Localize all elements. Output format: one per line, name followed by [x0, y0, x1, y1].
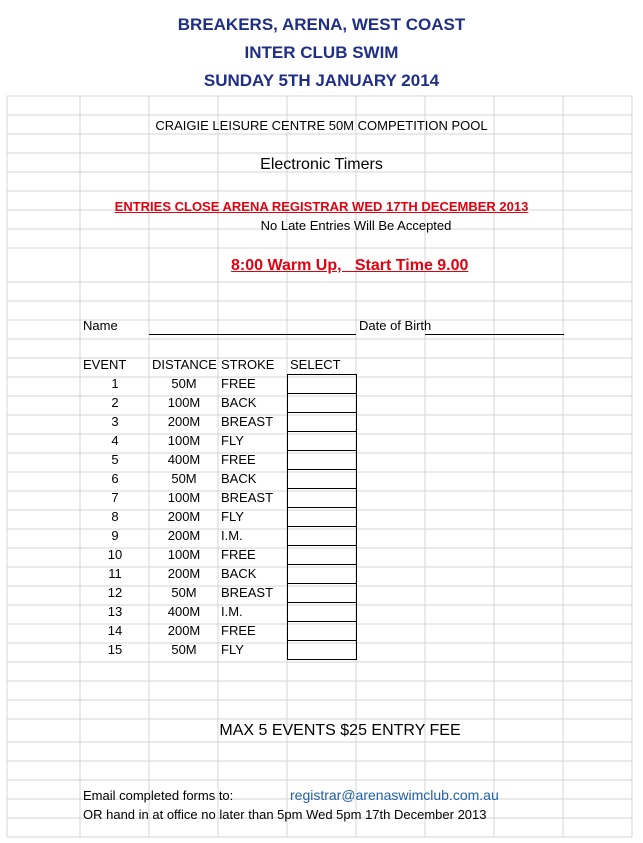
- event-stroke: FREE: [221, 452, 256, 467]
- event-number: 3: [111, 414, 119, 429]
- event-number: 4: [111, 433, 119, 448]
- select-box[interactable]: [287, 583, 357, 603]
- event-stroke: BACK: [221, 566, 257, 581]
- header-select: SELECT: [290, 357, 341, 372]
- office-note: OR hand in at office no later than 5pm Wed 5pm 17th December 2013: [83, 807, 487, 822]
- event-distance: 100M: [167, 490, 201, 505]
- select-box[interactable]: [287, 412, 357, 432]
- event-number: 11: [108, 566, 122, 581]
- event-distance: 200M: [167, 509, 201, 524]
- title-line-1: BREAKERS, ARENA, WEST COAST: [177, 15, 466, 34]
- select-box[interactable]: [287, 393, 357, 413]
- event-distance: 100M: [167, 395, 201, 410]
- event-number: 2: [111, 395, 119, 410]
- event-distance: 50M: [171, 471, 197, 486]
- event-stroke: FLY: [221, 642, 244, 657]
- event-stroke: FLY: [221, 509, 244, 524]
- event-distance: 400M: [167, 604, 201, 619]
- event-stroke: BREAST: [221, 490, 274, 505]
- venue-text: CRAIGIE LEISURE CENTRE 50M COMPETITION POOL: [155, 118, 488, 133]
- event-distance: 100M: [167, 547, 201, 562]
- title-line-3: SUNDAY 5TH JANUARY 2014: [203, 71, 440, 90]
- event-number: 7: [111, 490, 119, 505]
- event-number: 10: [107, 547, 123, 562]
- entries-close-notice: ENTRIES CLOSE ARENA REGISTRAR WED 17TH DECEMBER 2013: [114, 199, 529, 214]
- event-number: 8: [111, 509, 119, 524]
- event-distance: 100M: [167, 433, 201, 448]
- name-label: Name: [83, 318, 118, 333]
- warmup-time-notice: 8:00 Warm Up, Start Time 9.00: [231, 257, 469, 274]
- event-stroke: FREE: [221, 623, 256, 638]
- no-late-entries-text: No Late Entries Will Be Accepted: [260, 218, 452, 233]
- event-distance: 50M: [171, 376, 197, 391]
- select-box[interactable]: [287, 564, 357, 584]
- event-number: 5: [111, 452, 119, 467]
- select-box[interactable]: [287, 374, 357, 394]
- select-box[interactable]: [287, 640, 357, 660]
- header-stroke: STROKE: [221, 357, 275, 372]
- registrar-email-link[interactable]: registrar@arenaswimclub.com.au: [290, 787, 499, 803]
- event-stroke: BACK: [221, 395, 257, 410]
- select-box[interactable]: [287, 488, 357, 508]
- event-number: 6: [111, 471, 119, 486]
- event-number: 15: [107, 642, 123, 657]
- event-stroke: FREE: [221, 547, 256, 562]
- event-stroke: BACK: [221, 471, 257, 486]
- event-stroke: BREAST: [221, 585, 274, 600]
- event-distance: 400M: [167, 452, 201, 467]
- event-stroke: FREE: [221, 376, 256, 391]
- event-distance: 200M: [167, 623, 201, 638]
- event-stroke: I.M.: [221, 528, 243, 543]
- event-number: 13: [107, 604, 123, 619]
- header-distance: DISTANCE: [152, 357, 217, 372]
- title-line-2: INTER CLUB SWIM: [244, 43, 399, 62]
- event-distance: 50M: [171, 642, 197, 657]
- event-stroke: I.M.: [221, 604, 243, 619]
- event-distance: 200M: [167, 528, 201, 543]
- select-box[interactable]: [287, 450, 357, 470]
- name-field[interactable]: [149, 334, 356, 335]
- event-distance: 200M: [167, 566, 201, 581]
- select-box[interactable]: [287, 545, 357, 565]
- select-box[interactable]: [287, 431, 357, 451]
- max-events-fee: MAX 5 EVENTS $25 ENTRY FEE: [219, 722, 461, 739]
- dob-field[interactable]: [425, 334, 564, 335]
- select-box[interactable]: [287, 526, 357, 546]
- event-number: 14: [107, 623, 123, 638]
- event-distance: 200M: [167, 414, 201, 429]
- timing-text: Electronic Timers: [260, 156, 383, 173]
- event-number: 1: [111, 376, 119, 391]
- event-stroke: FLY: [221, 433, 244, 448]
- select-box[interactable]: [287, 621, 357, 641]
- event-stroke: BREAST: [221, 414, 274, 429]
- header-event: EVENT: [83, 357, 127, 372]
- event-number: 9: [111, 528, 119, 543]
- select-box[interactable]: [287, 469, 357, 489]
- dob-label: Date of Birth: [359, 318, 432, 333]
- select-box[interactable]: [287, 602, 357, 622]
- email-label: Email completed forms to:: [83, 788, 234, 803]
- event-number: 12: [107, 585, 123, 600]
- select-box[interactable]: [287, 507, 357, 527]
- event-distance: 50M: [171, 585, 197, 600]
